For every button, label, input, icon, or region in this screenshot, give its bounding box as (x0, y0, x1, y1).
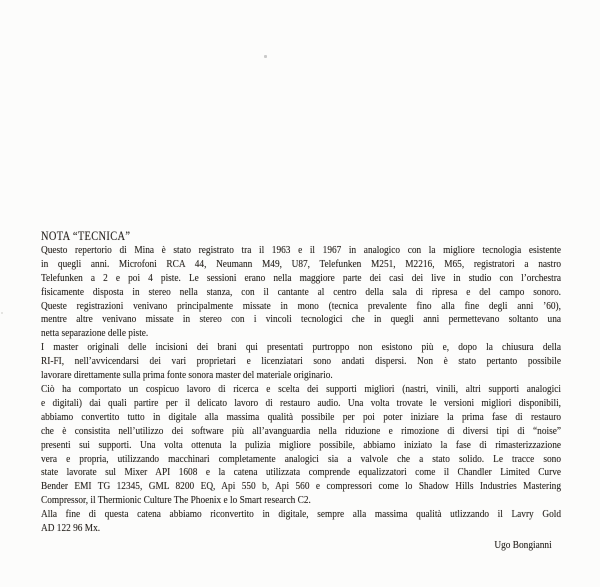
paragraph (41, 244, 561, 341)
text-line: Telefunken a 2 e poi 4 piste. Le sessioni erano nella maggiore parte dei casi dei live in studio con l’orchestra (41, 271, 562, 284)
text-line: Ciò ha comportato un cospicuo lavoro di ricerca e scelta dei supporti migliori (nastri, vinili, altri supporti analogici (41, 382, 562, 395)
text-block (41, 230, 561, 553)
text-line: Queste registrazioni venivano principalmente missate in mono (tecnica prevalente fino alla fine degli anni ’60), (41, 299, 562, 312)
paragraph (41, 341, 561, 383)
text-line: netta separazione delle piste. (41, 327, 149, 340)
text-line: AD 122 96 Mx. (41, 522, 101, 535)
text-line: lavorare direttamente sulla prima fonte sonora master del materiale originario. (41, 369, 333, 382)
body-text (41, 244, 561, 536)
section-title: NOTA “TECNICA” (41, 229, 131, 243)
liner-notes (41, 230, 561, 553)
text-line: RI-FI, nell’avvicendarsi dei vari proprietari e licenziatari sono andati dispersi. Non è stato pertanto possibile (41, 355, 562, 368)
text-line: mentre altre venivano missate in stereo con i vincoli tecnologici che in quegli anni permettevano soltanto una (41, 313, 562, 326)
text-line: che è consistita nell’utilizzo dei software più all’avanguardia nella riduzione e rimozione di diversi tipi di “noise” (41, 424, 562, 437)
text-line: Bender EMI TG 12345, GML 8200 EQ, Api 550 b, Api 560 e compressori come lo Shadow Hills Industries Mastering (41, 480, 562, 493)
text-line: vera e propria, utilizzando macchinari completamente analogici sia a valvole che a stato solido. Le tracce sono (41, 452, 562, 465)
text-line: Compressor, il Thermionic Culture The Phoenix e lo Smart research C2. (41, 494, 311, 507)
text-line: state lavorate sul Mixer API 1608 e la catena utilizzata comprende equalizzatori come il Chandler Limited Curve (41, 466, 562, 479)
text-line: in quegli anni. Microfoni RCA 44, Neumann M49, U87, Telefunken M251, M2216, M65, registratori a nastro (41, 257, 562, 270)
scan-speck (1, 312, 3, 314)
text-line: Questo repertorio di Mina è stato registrato tra il 1963 e il 1967 in analogico con la migliore tecnologia esistente (41, 243, 562, 256)
paragraph (41, 508, 561, 536)
signature: Ugo Bongianni (494, 539, 552, 552)
text-line: Alla fine di questa catena abbiamo riconvertito in digitale, sempre alla massima qualità utlizzando il Lavry Gold (41, 508, 562, 521)
text-line: e digitali) dai quali partire per il delicato lavoro di restauro audio. Una volta trovate le versioni migliori disponibili, (41, 396, 562, 409)
paragraph (41, 383, 561, 508)
text-line: presenti sui supporti. Una volta ottenuta la pulizia migliore possibile, abbiamo iniziato la fase di rimasterizzazione (41, 438, 562, 451)
text-line: I master originali delle incisioni dei brani qui presentati purtroppo non esistono più e, dopo la chiusura della (41, 341, 562, 354)
text-line: fisicamente disposta in stereo nella stanza, con il cantante al centro della sala di ripresa e del campo sonoro. (41, 285, 562, 298)
text-line: abbiamo convertito tutto in digitale alla massima qualità possibile per poi poter iniziare la prima fase di restauro (41, 410, 562, 423)
scan-speck (264, 55, 267, 58)
